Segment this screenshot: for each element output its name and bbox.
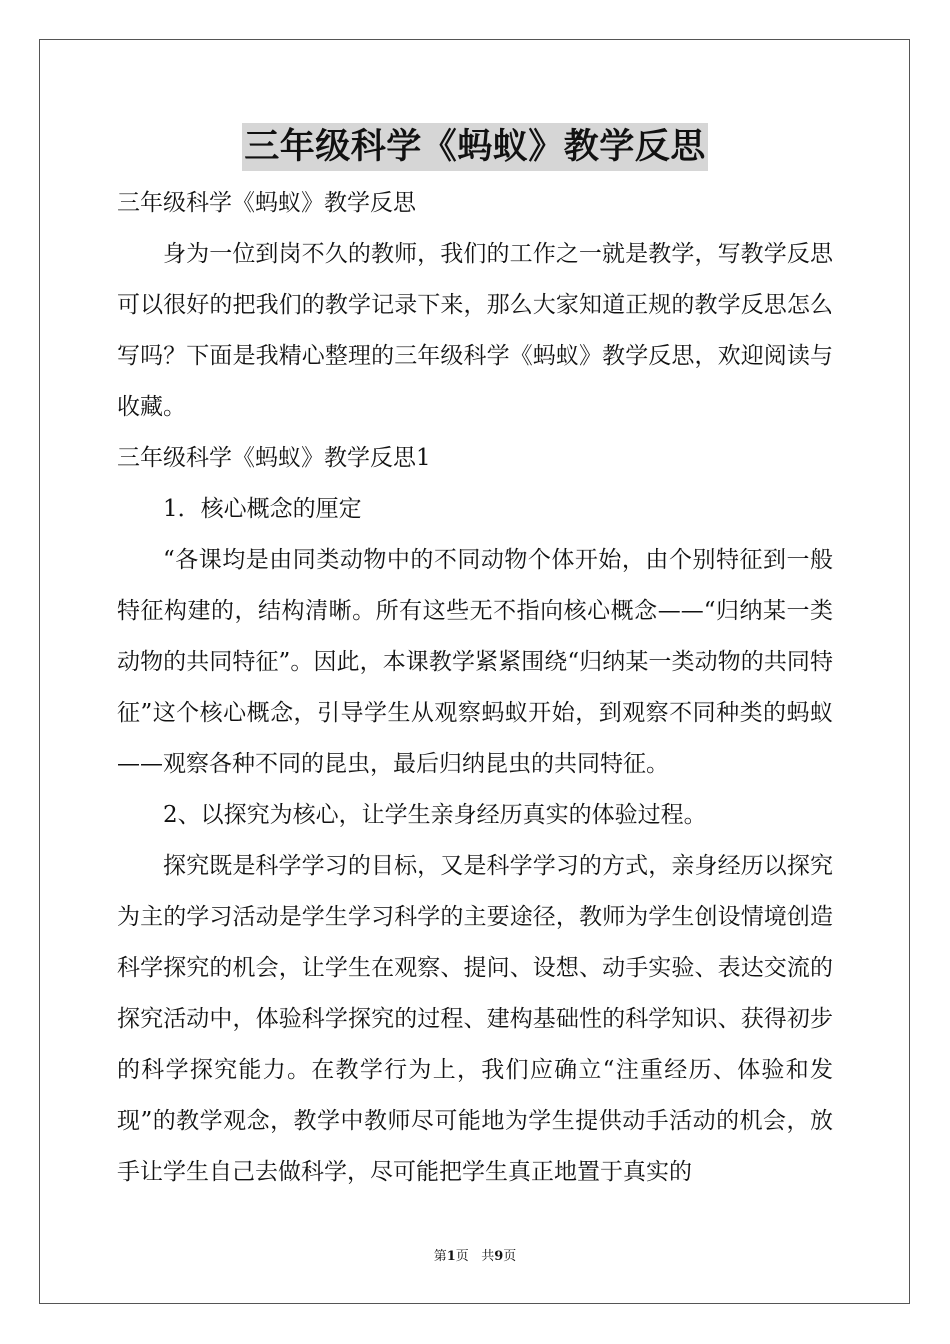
paragraph: 三年级科学《蚂蚁》教学反思 — [117, 190, 416, 216]
page-suffix: 页 — [455, 1249, 469, 1264]
total-prefix: 共 — [481, 1249, 495, 1264]
paragraph: 三年级科学《蚂蚁》教学反思1 — [117, 445, 431, 471]
total-suffix: 页 — [503, 1249, 517, 1264]
page-current: 1 — [446, 1249, 456, 1264]
page-total: 9 — [494, 1249, 504, 1264]
document-title: 三年级科学《蚂蚁》教学反思 — [242, 123, 708, 171]
page-prefix: 第 — [433, 1249, 447, 1264]
paragraph: “各课均是由同类动物中的不同动物个体开始，由个别特征到一般特征构建的，结构清晰。所有这些无不指向核心概念——“归纳某一类动物的共同特征”。因此，本课教学紧紧围绕“归纳某一类动物的共同特征”这个核心概念，引导学生从观察蚂蚁开始，到观察不同种类的蚂蚁——观察各种不同的昆虫，最后归纳昆虫的共同特征。 — [117, 547, 833, 777]
paragraph: 1．核心概念的厘定 — [163, 496, 362, 522]
paragraph: 探究既是科学学习的目标，又是科学学习的方式，亲身经历以探究为主的学习活动是学生学习科学的主要途径，教师为学生创设情境创造科学探究的机会，让学生在观察、提问、设想、动手实验、表达交流的探究活动中，体验科学探究的过程、建构基础性的科学知识、获得初步的科学探究能力。在教学行为上，我们应确立“注重经历、体验和发现”的教学观念，教学中教师尽可能地为学生提供动手活动的机会，放手让学生自己去做科学，尽可能把学生真正地置于真实的 — [117, 853, 833, 1185]
paragraph: 2、以探究为核心，让学生亲身经历真实的体验过程。 — [163, 802, 707, 828]
paragraph: 身为一位到岗不久的教师，我们的工作之一就是教学，写教学反思可以很好的把我们的教学记录下来，那么大家知道正规的教学反思怎么写吗？下面是我精心整理的三年级科学《蚂蚁》教学反思，欢迎阅读与收藏。 — [117, 241, 833, 420]
page-footer — [0, 1245, 950, 1264]
document-body — [117, 178, 833, 1198]
title-container — [0, 123, 950, 171]
